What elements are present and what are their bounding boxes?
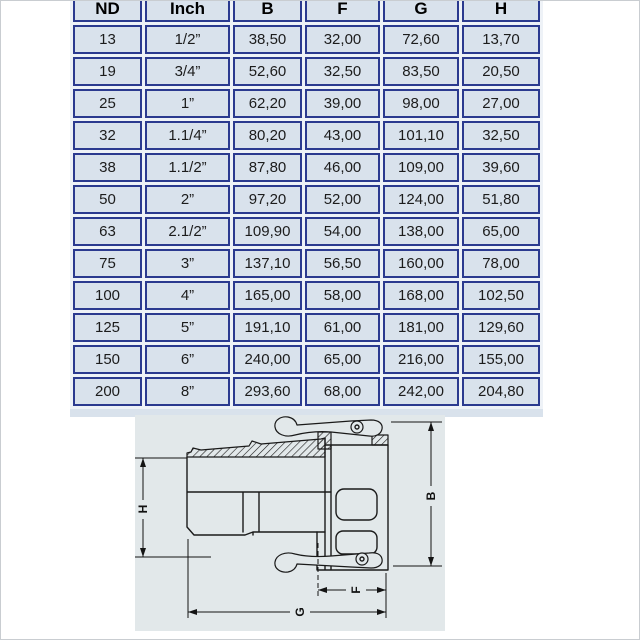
hose-barb-hatched-band <box>187 438 325 457</box>
table-cell: 101,10 <box>383 121 459 150</box>
table-cell: 181,00 <box>383 313 459 342</box>
table-cell: 155,00 <box>462 345 540 374</box>
table-cell: 51,80 <box>462 185 540 214</box>
table-cell: 216,00 <box>383 345 459 374</box>
table-row <box>73 25 540 54</box>
table-cell: 54,00 <box>305 217 380 246</box>
column-header-f: F <box>305 0 380 22</box>
coupling-diagram <box>135 415 445 631</box>
dim-h-arrow-up <box>140 458 146 467</box>
table-cell: 3” <box>145 249 230 278</box>
table-cell: 39,60 <box>462 153 540 182</box>
table-cell: 65,00 <box>305 345 380 374</box>
table-cell: 1.1/2” <box>145 153 230 182</box>
table-cell: 129,60 <box>462 313 540 342</box>
table-cell: 13,70 <box>462 25 540 54</box>
dim-f-arrow-right <box>377 587 386 593</box>
table-row <box>73 217 540 246</box>
table-cell: 240,00 <box>233 345 302 374</box>
table-body <box>73 25 540 406</box>
table-cell: 4” <box>145 281 230 310</box>
dim-b-arrow-down <box>428 557 434 566</box>
table-cell: 32,00 <box>305 25 380 54</box>
table-cell: 242,00 <box>383 377 459 406</box>
table-cell: 83,50 <box>383 57 459 86</box>
table-cell: 39,00 <box>305 89 380 118</box>
cam-window-lower <box>336 531 377 554</box>
table-row <box>73 377 540 406</box>
table-cell: 137,10 <box>233 249 302 278</box>
table-cell: 20,50 <box>462 57 540 86</box>
table-cell: 65,00 <box>462 217 540 246</box>
dim-label-b: B <box>424 491 438 501</box>
header-row <box>73 0 540 22</box>
dim-f-arrow-left <box>318 587 327 593</box>
table-cell: 125 <box>73 313 142 342</box>
cam-pin-top <box>351 421 363 433</box>
dimensions-table <box>70 0 543 409</box>
table-cell: 46,00 <box>305 153 380 182</box>
table-cell: 61,00 <box>305 313 380 342</box>
table-cell: 63 <box>73 217 142 246</box>
dim-label-h: H <box>136 504 150 514</box>
table-cell: 78,00 <box>462 249 540 278</box>
table-row <box>73 153 540 182</box>
dim-b-arrow-up <box>428 422 434 431</box>
table-row <box>73 249 540 278</box>
table-cell: 2.1/2” <box>145 217 230 246</box>
dimensions-table-wrap <box>70 0 543 417</box>
table-cell: 204,80 <box>462 377 540 406</box>
table-row <box>73 345 540 374</box>
table-cell: 1” <box>145 89 230 118</box>
table-cell: 150 <box>73 345 142 374</box>
table-row <box>73 121 540 150</box>
table-cell: 98,00 <box>383 89 459 118</box>
table-cell: 124,00 <box>383 185 459 214</box>
column-header-h: H <box>462 0 540 22</box>
table-cell: 168,00 <box>383 281 459 310</box>
table-cell: 32 <box>73 121 142 150</box>
table-cell: 109,00 <box>383 153 459 182</box>
table-row <box>73 281 540 310</box>
table-cell: 32,50 <box>305 57 380 86</box>
table-cell: 27,00 <box>462 89 540 118</box>
gasket-hatch <box>318 432 331 449</box>
cam-pin-bottom <box>356 553 368 565</box>
table-cell: 6” <box>145 345 230 374</box>
table-cell: 52,00 <box>305 185 380 214</box>
table-cell: 68,00 <box>305 377 380 406</box>
table-cell: 191,10 <box>233 313 302 342</box>
dim-h-arrow-down <box>140 548 146 557</box>
dim-g-arrow-left <box>188 609 197 615</box>
table-cell: 2” <box>145 185 230 214</box>
table-row <box>73 57 540 86</box>
table-cell: 25 <box>73 89 142 118</box>
table-cell: 1.1/4” <box>145 121 230 150</box>
table-cell: 100 <box>73 281 142 310</box>
column-header-nd: ND <box>73 0 142 22</box>
table-cell: 5” <box>145 313 230 342</box>
table-cell: 200 <box>73 377 142 406</box>
cam-window-upper <box>336 489 377 520</box>
table-cell: 8” <box>145 377 230 406</box>
table-cell: 72,60 <box>383 25 459 54</box>
table-cell: 19 <box>73 57 142 86</box>
dim-g-arrow-right <box>377 609 386 615</box>
table-cell: 102,50 <box>462 281 540 310</box>
table-cell: 3/4” <box>145 57 230 86</box>
table-row <box>73 89 540 118</box>
table-cell: 13 <box>73 25 142 54</box>
column-header-b: B <box>233 0 302 22</box>
table-cell: 58,00 <box>305 281 380 310</box>
table-cell: 32,50 <box>462 121 540 150</box>
hose-shank-outline <box>187 457 331 535</box>
table-cell: 138,00 <box>383 217 459 246</box>
table-cell: 87,80 <box>233 153 302 182</box>
table-cell: 50 <box>73 185 142 214</box>
coupling-drawing <box>135 415 445 631</box>
table-cell: 56,50 <box>305 249 380 278</box>
table-row <box>73 185 540 214</box>
table-cell: 1/2” <box>145 25 230 54</box>
dim-label-f: F <box>349 586 363 594</box>
dim-label-g: G <box>293 607 307 617</box>
table-cell: 38 <box>73 153 142 182</box>
table-cell: 160,00 <box>383 249 459 278</box>
table-cell: 52,60 <box>233 57 302 86</box>
table-cell: 62,20 <box>233 89 302 118</box>
table-cell: 293,60 <box>233 377 302 406</box>
table-cell: 97,20 <box>233 185 302 214</box>
table-cell: 43,00 <box>305 121 380 150</box>
table-cell: 165,00 <box>233 281 302 310</box>
table-cell: 75 <box>73 249 142 278</box>
table-cell: 38,50 <box>233 25 302 54</box>
table-cell: 80,20 <box>233 121 302 150</box>
column-header-inch: Inch <box>145 0 230 22</box>
column-header-g: G <box>383 0 459 22</box>
table-row <box>73 313 540 342</box>
table-cell: 109,90 <box>233 217 302 246</box>
